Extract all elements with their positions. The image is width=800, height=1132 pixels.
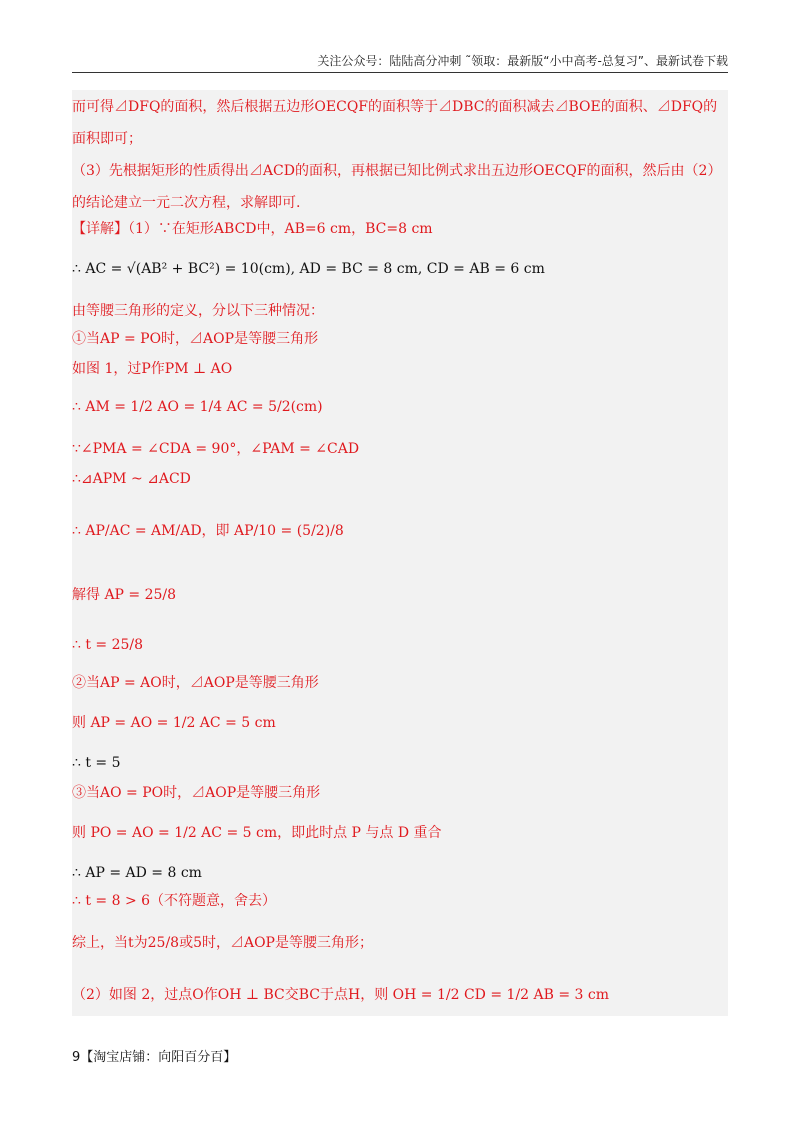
math-line-11: ∵∠PMA = ∠CDA = 90°，∠PAM = ∠CAD (72, 441, 360, 457)
solution-panel (72, 90, 728, 1016)
text-line-9: 如图 1，过P作PM ⊥ AO (72, 361, 233, 377)
detail-line (72, 220, 433, 238)
text-line-7: 由等腰三角形的定义，分以下三种情况： (72, 303, 324, 319)
text-line-1: 而可得⊿DFQ的面积，然后根据五边形OECQF的面积等于⊿DBC的面积减去⊿BOE的面积、⊿DFQ的 (72, 99, 718, 115)
text-line-16: ②当AP = AO时，⊿AOP是等腰三角形 (72, 675, 319, 691)
math-line-10: ∴ AM = 1/2 AO = 1/4 AC = 5/2(cm) (72, 399, 323, 415)
math-line-22: ∴ t = 8 > 6（不符题意，舍去） (72, 893, 277, 909)
text-line-4: 的结论建立一元二次方程，求解即可. (72, 195, 301, 211)
detail-tag: 【详解】 (72, 221, 128, 237)
math-line-14: 解得 AP = 25/8 (72, 587, 177, 603)
page-header: 关注公众号：陆陆高分冲刺 ˜领取：最新版“小中高考-总复习”、最新试卷下载 (317, 54, 728, 68)
math-line-6: ∴ AC = √(AB² + BC²) = 10(cm), AD = BC = 8 cm, CD = AB = 6 cm (72, 261, 545, 277)
text-line-8: ①当AP = PO时，⊿AOP是等腰三角形 (72, 331, 319, 347)
math-line-24: （2）如图 2，过点O作OH ⊥ BC交BC于点H，则 OH = 1/2 CD = 1/2 AB = 3 cm (72, 987, 610, 1003)
header-rule (72, 72, 728, 73)
math-line-17: 则 AP = AO = 1/2 AC = 5 cm (72, 715, 276, 731)
math-line-21: ∴ AP = AD = 8 cm (72, 865, 202, 881)
math-line-12: ∴⊿APM ~ ⊿ACD (72, 471, 191, 487)
text-line-23: 综上，当t为25/8或5时，⊿AOP是等腰三角形； (72, 935, 373, 951)
math-line-13: ∴ AP/AC = AM/AD，即 AP/10 = (5/2)/8 (72, 523, 344, 539)
detail-text: （1）∵在矩形ABCD中，AB=6 cm，BC=8 cm (128, 221, 433, 237)
text-line-3: （3）先根据矩形的性质得出⊿ACD的面积，再根据已知比例式求出五边形OECQF的面积，然后由（2） (72, 163, 722, 179)
page-footer: 9【淘宝店铺：向阳百分百】 (72, 1050, 237, 1065)
math-line-20: 则 PO = AO = 1/2 AC = 5 cm，即此时点 P 与点 D 重合 (72, 825, 442, 841)
text-line-2: 面积即可； (72, 131, 142, 147)
math-line-18: ∴ t = 5 (72, 755, 121, 771)
text-line-19: ③当AO = PO时，⊿AOP是等腰三角形 (72, 785, 321, 801)
math-line-15: ∴ t = 25/8 (72, 637, 144, 653)
